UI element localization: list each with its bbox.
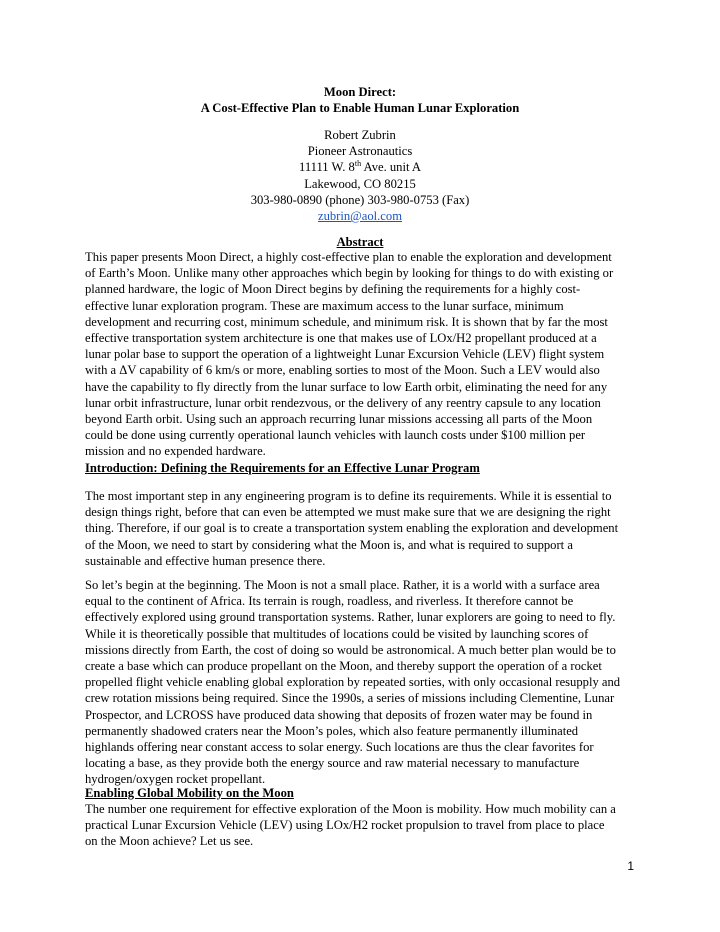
intro-line: sustainable and effective human presence there. [85,553,326,568]
abstract-heading: Abstract [336,235,384,249]
author-block [0,127,720,224]
intro-paragraph-1 [85,488,645,569]
address-1-pre: 11111 W. 8 [298,160,355,175]
intro-line: crew rotation missions being required. Since the 1990s, a series of missions including Clementine, Lunar [85,691,615,706]
intro-line: missions directly from Earth, the cost of doing so would be astronomical. A much better plan would be to [85,642,616,657]
abstract-line: with a ΔV capability of 6 km/s or more, enabling sorties to most of the Moon. Such a LEV would also [85,363,600,378]
author-email-link[interactable]: zubrin@aol.com [318,209,402,224]
intro-line: locating a base, as they provide both the energy source and raw material necessary to manufacture [85,756,580,771]
abstract-line: effective transportation system architecture is one that makes use of LOx/H2 propellant produced at a [85,331,597,346]
abstract-line: have the capability to fly directly from the lunar surface to low Earth orbit, eliminating the need for any [85,379,608,394]
intro-line: highlands offering near constant access to solar energy. Such locations are thus the clear favorites for [85,740,594,755]
abstract-line: lunar orbit infrastructure, lunar orbit rendezvous, or the delivery of any reentry capsule to any location [85,395,601,410]
paper-title [0,84,720,116]
intro-line: equal to the continent of Africa. Its terrain is rough, roadless, and riverless. It therefore cannot be [85,594,574,609]
intro-line: thing. Therefore, if our goal is to create a transportation system enabling the exploration and development [85,521,619,536]
author-org: Pioneer Astronautics [307,144,413,159]
intro-line: permanently shadowed craters near the Moon’s poles, which also feature permanently illuminated [85,723,579,738]
intro-line: create a base which can produce propellant on the Moon, and thereby support the operation of a rocket [85,659,602,674]
abstract-line: mission and no expended hardware. [85,444,266,459]
intro-line: design things right, before that can even be attempted we must make sure that we are designing the right [85,505,611,520]
page-number: 1 [627,859,634,873]
address-1-sup: th [354,159,362,169]
mobility-heading: Enabling Global Mobility on the Moon [85,786,294,800]
abstract-line: effective lunar exploration program. These are maximum access to the lunar surface, minimum [85,298,564,313]
abstract-line: of Earth’s Moon. Unlike many other approaches which begin by looking for things to do with existing or [85,266,614,281]
abstract-line: This paper presents Moon Direct, a highly cost-effective plan to enable the exploration and development [85,250,612,264]
abstract-line: could be done using currently operational launch vehicles with launch costs under $100 million per [85,428,586,443]
title-line-2: A Cost-Effective Plan to Enable Human Lunar Exploration [200,101,520,116]
author-address-2: Lakewood, CO 80215 [304,176,416,191]
address-1-post: Ave. unit A [361,160,422,175]
intro-line: The most important step in any engineering program is to define its requirements. While it is essential to [85,489,612,503]
intro-line: of the Moon, we need to start by considering what the Moon is, and what is required to support a [85,537,573,552]
intro-line: Prospector, and LCROSS have produced data showing that deposits of frozen water may be found in [85,707,593,722]
title-line-1: Moon Direct: [323,85,397,99]
mobility-paragraph [85,801,645,850]
intro-paragraph-2 [85,577,645,788]
mobility-line: on the Moon achieve? Let us see. [85,834,254,849]
intro-line: So let’s begin at the beginning. The Moon is not a small place. Rather, it is a world with a surface area [85,578,600,592]
intro-line: propelled flight vehicle enabling global exploration by repeated sorties, with only occasional resupply and [85,675,621,690]
intro-line: effectively explored using ground transportation systems. Rather, lunar explorers are going to need to fly. [85,610,616,625]
abstract-paragraph [85,249,645,460]
mobility-line: The number one requirement for effective exploration of the Moon is mobility. How much mobility can a [85,802,616,816]
intro-line: hydrogen/oxygen rocket propellant. [85,772,266,787]
intro-heading: Introduction: Defining the Requirements for an Effective Lunar Program [85,461,480,475]
mobility-line: practical Lunar Excursion Vehicle (LEV) using LOx/H2 rocket propulsion to travel from place to place [85,818,605,833]
abstract-line: lunar polar base to support the operation of a lightweight Lunar Excursion Vehicle (LEV) flight system [85,347,605,362]
intro-line: While it is theoretically possible that multitudes of locations could be visited by launching scores of [85,626,589,641]
abstract-line: beyond Earth orbit. Using such an approach recurring lunar missions accessing all parts of the Moon [85,412,593,427]
author-phone: 303-980-0890 (phone) 303-980-0753 (Fax) [250,192,470,207]
author-address-1 [0,159,720,175]
abstract-line: development and recurring cost, minimum schedule, and minimum risk. It is shown that by far the most [85,314,608,329]
abstract-line: planned hardware, the logic of Moon Direct begins by defining the requirements for a highly cost- [85,282,581,297]
author-name: Robert Zubrin [324,128,396,142]
